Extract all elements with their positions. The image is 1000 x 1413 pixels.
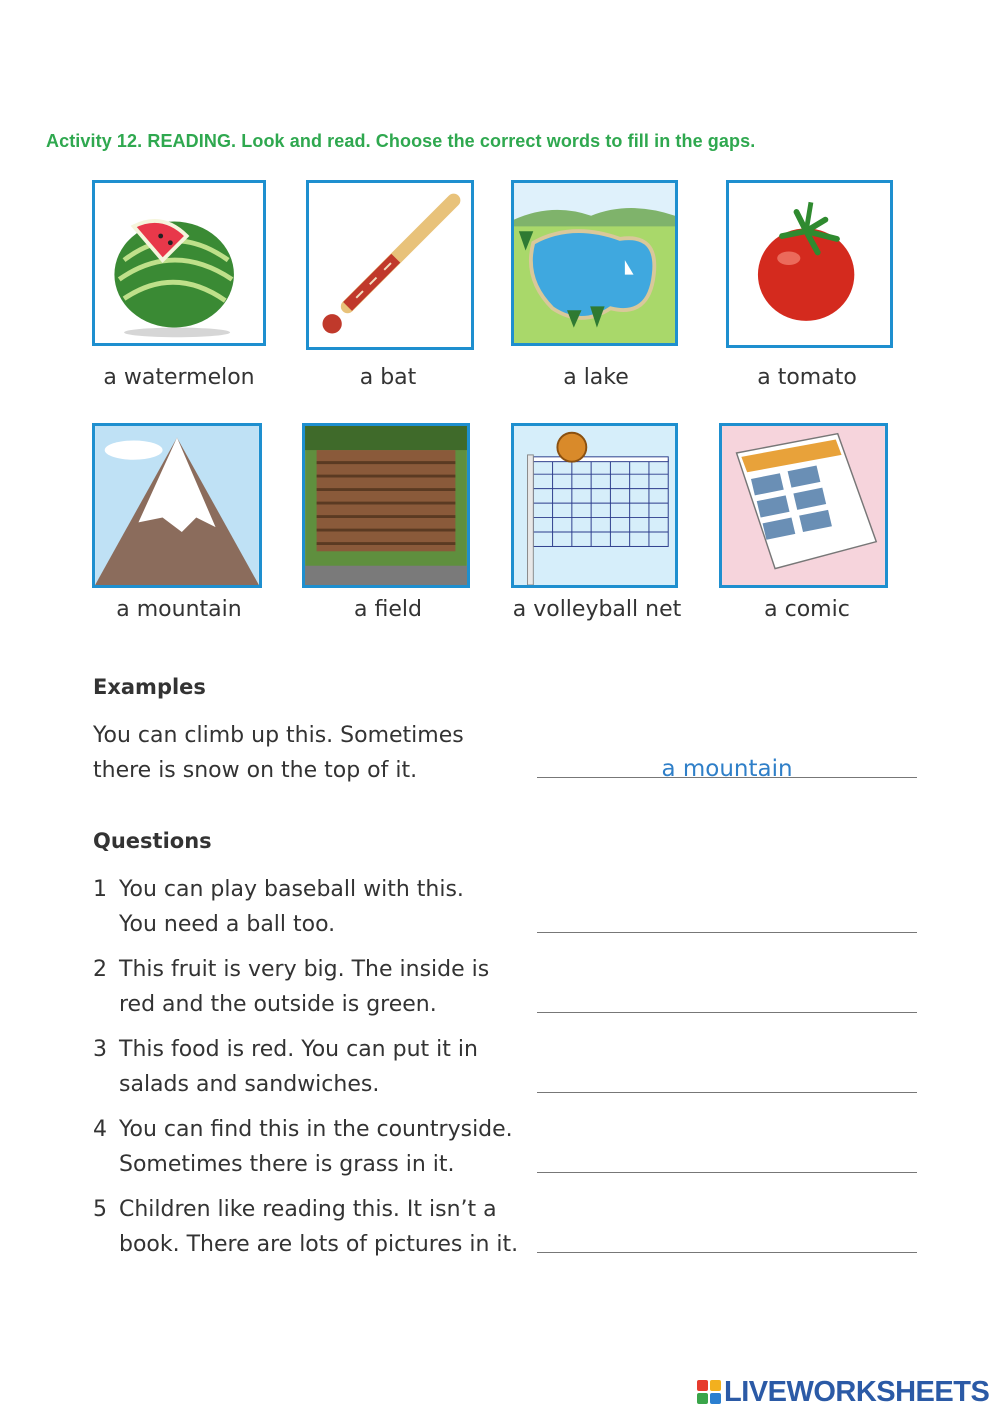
caption-mountain: a mountain [116,597,242,622]
example-line-2: there is snow on the top of it. [93,758,418,783]
question-4-line-2: Sometimes there is grass in it. [119,1152,455,1177]
question-3-line-2: salads and sandwiches. [119,1072,380,1097]
question-2-line-2: red and the outside is green. [119,992,437,1017]
question-1-line-1: You can play baseball with this. [119,877,464,902]
picture-lake [511,180,678,346]
question-4-line-1: You can find this in the countryside. [119,1117,513,1142]
bat-icon [309,183,471,347]
picture-volleyball-net [511,423,678,588]
example-line-1: You can climb up this. Sometimes [93,723,464,748]
caption-comic: a comic [764,597,850,622]
question-5-line-2: book. There are lots of pictures in it. [119,1232,519,1257]
field-icon [305,426,467,585]
watermelon-icon [95,183,263,343]
question-1-number: 1 [93,877,107,902]
examples-heading: Examples [93,675,206,699]
picture-bat [306,180,474,350]
question-3-number: 3 [93,1037,107,1062]
logo-text: LIVEWORKSHEETS [724,1375,990,1408]
picture-mountain [92,423,262,588]
example-answer-line [537,777,917,778]
picture-watermelon [92,180,266,346]
questions-heading: Questions [93,829,212,853]
mountain-icon [95,426,259,585]
logo-grid-icon [697,1380,721,1404]
question-5-answer-field[interactable] [537,1252,917,1253]
lake-icon [514,183,675,343]
picture-field [302,423,470,588]
question-3-line-1: This food is red. You can put it in [119,1037,478,1062]
question-2-number: 2 [93,957,107,982]
question-1-line-2: You need a ball too. [119,912,336,937]
question-2-line-1: This fruit is very big. The inside is [119,957,490,982]
caption-watermelon: a watermelon [103,365,255,390]
comic-icon [722,426,885,585]
tomato-icon [729,183,890,345]
caption-lake: a lake [563,365,629,390]
caption-field: a field [354,597,422,622]
question-1-answer-field[interactable] [537,932,917,933]
question-5-number: 5 [93,1197,107,1222]
question-3-answer-field[interactable] [537,1092,917,1093]
activity-instruction: Activity 12. READING. Look and read. Choose the correct words to fill in the gaps. [46,131,756,151]
volleyball-net-icon [514,426,675,585]
question-2-answer-field[interactable] [537,1012,917,1013]
picture-tomato [726,180,893,348]
caption-bat: a bat [359,365,417,390]
liveworksheets-logo[interactable] [697,1376,989,1408]
question-4-number: 4 [93,1117,107,1142]
question-4-answer-field[interactable] [537,1172,917,1173]
caption-volleyball-net: a volleyball net [512,597,682,622]
example-answer: a mountain [661,756,793,782]
picture-comic [719,423,888,588]
question-5-line-1: Children like reading this. It isn’t a [119,1197,497,1222]
caption-tomato: a tomato [757,365,857,390]
